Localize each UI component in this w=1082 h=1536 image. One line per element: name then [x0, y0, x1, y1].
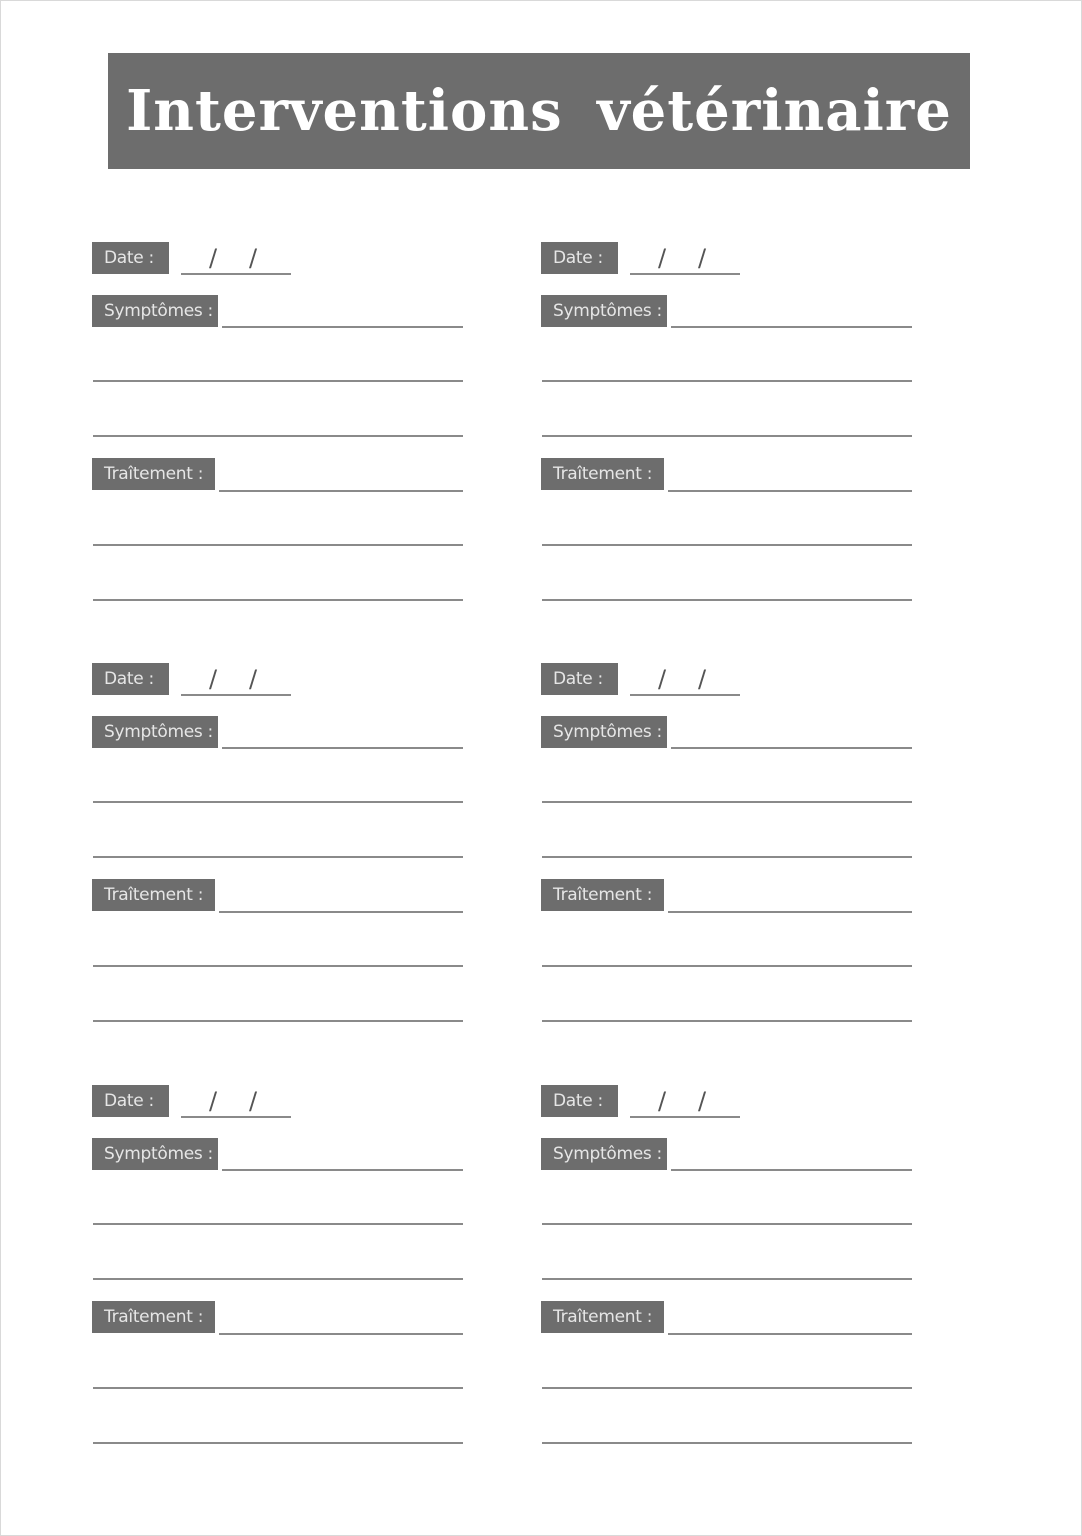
traitement-line[interactable]: [668, 1333, 912, 1335]
date-separator: /: [209, 1087, 218, 1115]
date-separator: /: [698, 244, 707, 272]
date-separator: /: [249, 665, 258, 693]
symptomes-label: Symptômes :: [541, 1138, 667, 1170]
intervention-entry: [541, 1085, 913, 1465]
symptomes-line[interactable]: [93, 1278, 463, 1280]
date-field[interactable]: [181, 663, 291, 696]
symptomes-line[interactable]: [542, 856, 912, 858]
symptomes-line[interactable]: [93, 801, 463, 803]
traitement-line[interactable]: [93, 599, 463, 601]
symptomes-line[interactable]: [671, 326, 912, 328]
symptomes-line[interactable]: [222, 1169, 463, 1171]
symptomes-line[interactable]: [671, 747, 912, 749]
traitement-line[interactable]: [219, 490, 463, 492]
traitement-line[interactable]: [542, 965, 912, 967]
symptomes-line[interactable]: [671, 1169, 912, 1171]
intervention-entry: [92, 663, 464, 1043]
date-field[interactable]: [181, 242, 291, 275]
symptomes-line[interactable]: [542, 1278, 912, 1280]
intervention-entry: [541, 663, 913, 1043]
traitement-line[interactable]: [93, 965, 463, 967]
intervention-entry: [541, 242, 913, 622]
date-separator: /: [658, 244, 667, 272]
traitement-label: Traîtement :: [92, 458, 215, 490]
date-field[interactable]: [630, 663, 740, 696]
symptomes-line[interactable]: [93, 1223, 463, 1225]
intervention-entry: [92, 1085, 464, 1465]
date-separator: /: [698, 1087, 707, 1115]
traitement-line[interactable]: [219, 911, 463, 913]
date-label: Date :: [541, 1085, 618, 1117]
date-separator: /: [209, 665, 218, 693]
date-separator: /: [658, 665, 667, 693]
title-banner: [108, 53, 970, 169]
symptomes-line[interactable]: [93, 380, 463, 382]
traitement-line[interactable]: [668, 490, 912, 492]
traitement-line[interactable]: [668, 911, 912, 913]
traitement-label: Traîtement :: [541, 879, 664, 911]
symptomes-line[interactable]: [542, 1223, 912, 1225]
traitement-label: Traîtement :: [92, 1301, 215, 1333]
symptomes-label: Symptômes :: [92, 295, 218, 327]
date-label: Date :: [541, 663, 618, 695]
symptomes-line[interactable]: [542, 435, 912, 437]
date-separator: /: [209, 244, 218, 272]
traitement-label: Traîtement :: [541, 458, 664, 490]
symptomes-line[interactable]: [93, 435, 463, 437]
date-field[interactable]: [630, 242, 740, 275]
intervention-entry: [92, 242, 464, 622]
symptomes-line[interactable]: [93, 856, 463, 858]
symptomes-label: Symptômes :: [541, 295, 667, 327]
traitement-line[interactable]: [219, 1333, 463, 1335]
traitement-line[interactable]: [542, 544, 912, 546]
date-label: Date :: [541, 242, 618, 274]
traitement-line[interactable]: [93, 1020, 463, 1022]
traitement-line[interactable]: [93, 544, 463, 546]
symptomes-line[interactable]: [542, 380, 912, 382]
date-field[interactable]: [630, 1085, 740, 1118]
traitement-line[interactable]: [93, 1387, 463, 1389]
symptomes-label: Symptômes :: [92, 716, 218, 748]
traitement-line[interactable]: [542, 1020, 912, 1022]
traitement-label: Traîtement :: [541, 1301, 664, 1333]
traitement-line[interactable]: [93, 1442, 463, 1444]
date-label: Date :: [92, 663, 169, 695]
date-separator: /: [698, 665, 707, 693]
symptomes-line[interactable]: [222, 326, 463, 328]
date-label: Date :: [92, 242, 169, 274]
date-separator: /: [249, 1087, 258, 1115]
symptomes-label: Symptômes :: [92, 1138, 218, 1170]
date-field[interactable]: [181, 1085, 291, 1118]
traitement-line[interactable]: [542, 1387, 912, 1389]
date-separator: /: [658, 1087, 667, 1115]
traitement-line[interactable]: [542, 1442, 912, 1444]
page-title: Interventions vétérinaire: [126, 78, 952, 144]
symptomes-line[interactable]: [222, 747, 463, 749]
traitement-line[interactable]: [542, 599, 912, 601]
date-label: Date :: [92, 1085, 169, 1117]
symptomes-label: Symptômes :: [541, 716, 667, 748]
symptomes-line[interactable]: [542, 801, 912, 803]
traitement-label: Traîtement :: [92, 879, 215, 911]
date-separator: /: [249, 244, 258, 272]
